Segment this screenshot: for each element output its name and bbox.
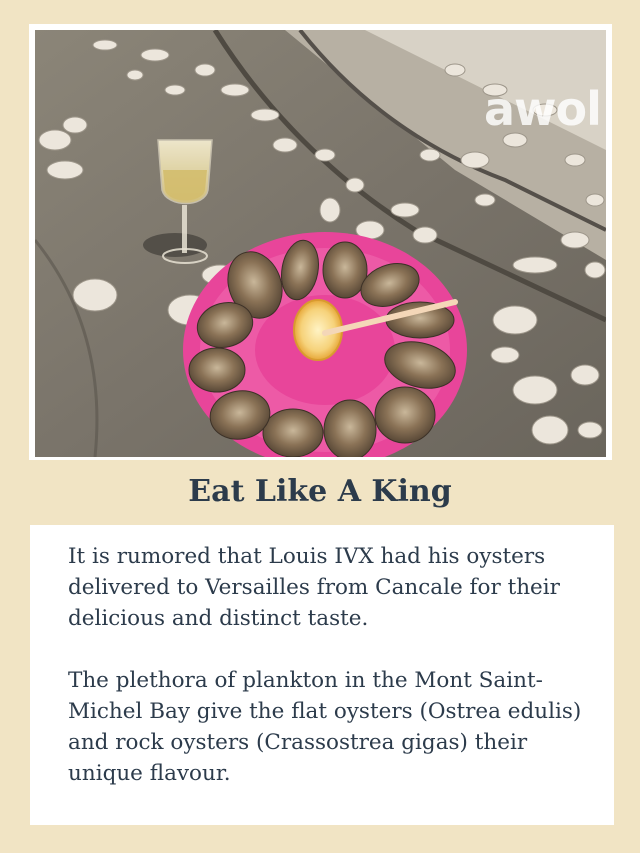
- awol-watermark-logo: awol: [484, 82, 601, 136]
- paragraph-history: It is rumored that Louis IVX had his oysters delivered to Versailles from Cancale for their delicious and distinct taste.: [68, 544, 560, 631]
- page-title: Eat Like A King: [188, 474, 452, 509]
- paragraph-plankton: The plethora of plankton in the Mont Saint-Michel Bay give the flat oysters (Ostrea edulis) and rock oysters (Crassostrea gigas) their unique flavour.: [68, 668, 582, 786]
- body-text-box: [30, 525, 614, 825]
- photo-frame: [29, 24, 612, 460]
